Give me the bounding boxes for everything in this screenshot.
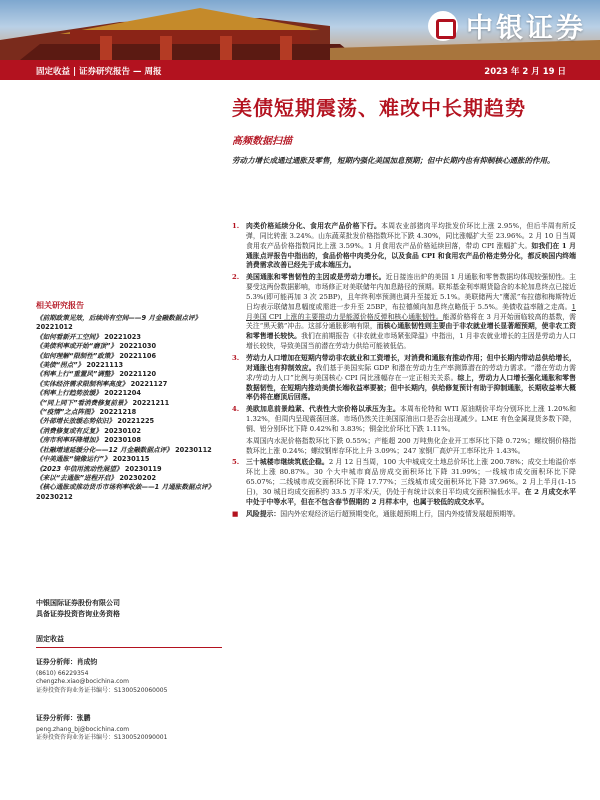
related-report-date: 20230108 bbox=[104, 436, 141, 445]
related-report-title: 《“同上同下”看消费修复前景》 bbox=[36, 398, 131, 407]
point-bullet: 5. bbox=[232, 458, 240, 467]
sector-label: 固定收益 bbox=[36, 634, 222, 648]
analyst-name: 证券分析师：肖成钧 bbox=[36, 658, 98, 666]
header-banner bbox=[0, 0, 600, 60]
point-tail: 在 2 月成交水平中处于中等水平，但在不包含春节假期的 2 月样本中，也属于较低的成交水平。 bbox=[246, 487, 576, 506]
brand-logo-text: 中银证券 bbox=[466, 13, 586, 44]
related-report-item bbox=[36, 361, 222, 370]
related-report-title: 《房市利率环降增加》 bbox=[36, 436, 102, 445]
point-bullet: 4. bbox=[232, 405, 240, 414]
key-points bbox=[232, 222, 576, 521]
related-report-date: 20221023 bbox=[104, 332, 141, 341]
related-report-title: 《来以“去通胀”进程开启》 bbox=[36, 473, 118, 482]
report-summary: 劳动力增长成通过通胀及零售，短期内强化美国加息预期；但中长期内也有抑制核心通胀的作用。 bbox=[232, 156, 555, 165]
title-block bbox=[232, 94, 572, 166]
point-text: 我们在前期报告《非农就业市场紧张降温》中指出，1 月非农就业增长的主因是劳动力人口增长较快，导致美国当前潜在劳动力供给可能被低估。 bbox=[246, 332, 576, 351]
point-lead: 三十城楼市继续筑底企稳。 bbox=[246, 458, 329, 467]
related-report-item bbox=[36, 417, 222, 426]
related-report-date: 20230212 bbox=[36, 492, 73, 501]
related-report-title: 《消费修复或有反复》 bbox=[36, 426, 102, 435]
analyst-name: 证券分析师：张鹏 bbox=[36, 714, 91, 722]
related-report-title: 《美债“拐点”》 bbox=[36, 361, 85, 370]
analyst-1 bbox=[36, 656, 222, 695]
bank-of-china-logo-icon bbox=[428, 11, 458, 41]
related-report-item bbox=[36, 427, 222, 436]
company-qualification: 具备证券投资咨询业务资格 bbox=[36, 610, 120, 618]
related-report-item bbox=[36, 314, 222, 333]
point-text: 本周农业部猪肉平均批发价环比上涨 2.95%，但后半周有所反弹，同比转涨 3.24%。山东蔬菜批发价格指数环比下跌 4.30%，同比涨幅扩大至 23.96%。2 月 10 日当周食用农产品价格指数同比上涨 3.59%。1 月食用农产品价格延续回落，带动 CPI 涨幅扩大。 bbox=[246, 222, 576, 250]
point-text: 国内外宏观经济运行超预期变化，通胀超预期上行，国内外疫情发展超预期等。 bbox=[280, 509, 520, 518]
related-report-date: 20221120 bbox=[119, 370, 157, 379]
related-report-date: 20221218 bbox=[99, 408, 137, 417]
related-report-date: 20230102 bbox=[104, 426, 141, 435]
point-3 bbox=[232, 354, 576, 403]
related-report-title: 《美债利率或开始“磨顶”》 bbox=[36, 342, 118, 351]
related-report-date: 20230119 bbox=[124, 464, 162, 473]
related-report-item bbox=[36, 399, 222, 408]
point-tail: 综上，劳动力人口增长强化通胀和零售数据韧性，在短期内推动美债长端收益率要被；但中长期内，供给修复预计有助于抑制通胀，长期收益率大概率仍将在磨顶后回落。 bbox=[246, 373, 576, 402]
point-1 bbox=[232, 222, 576, 271]
company-info bbox=[36, 598, 222, 620]
point-lead: 肉类价格延续分化、食用农产品价格下行。 bbox=[246, 222, 382, 230]
point-text: 能源价格将在 3 月开始面临较高的基数，需关注“黑天鹅”冲击。这部分通胀影响有限， bbox=[246, 312, 576, 331]
point-lead: 劳动力人口增加在短期内带动非农就业和工资增长，对消费和通胀有推动作用；但中长期内带动总供给增长，对通胀也有抑制效应。 bbox=[246, 353, 576, 372]
analyst-cert: 证券投资咨询业务证书编号：S1300520060005 bbox=[36, 686, 168, 694]
report-type: 固定收益 | 证券研究报告 — 周报 bbox=[36, 67, 162, 77]
related-reports-list bbox=[36, 314, 222, 502]
related-report-title: 《核心通胀或推动货币市场利率收敛——1 月通胀数据点评》 bbox=[36, 483, 215, 492]
related-report-item bbox=[36, 370, 222, 379]
related-report-item bbox=[36, 446, 222, 455]
related-report-title: 《中美通胀“镜像运行”》 bbox=[36, 455, 111, 464]
point-lead: 风险提示： bbox=[246, 509, 281, 518]
related-report-item bbox=[36, 474, 222, 483]
point-lead: 美欧加息前景趋紧、代表性大宗价格以承压为主。 bbox=[246, 405, 400, 414]
related-reports bbox=[36, 300, 222, 502]
related-report-date: 20221127 bbox=[130, 379, 168, 388]
point-4 bbox=[232, 405, 576, 435]
related-report-title: 《外部增长放缓态势依旧》 bbox=[36, 417, 116, 426]
related-report-title: 《2023 年信用流动性展望》 bbox=[36, 464, 123, 473]
analyst-2 bbox=[36, 712, 222, 743]
related-report-date: 20221211 bbox=[132, 398, 170, 407]
related-reports-title: 相关研究报告 bbox=[36, 301, 84, 310]
related-report-date: 20221030 bbox=[119, 342, 157, 351]
related-report-title: 《前期政策见效，后续尚有空间——9 月金融数据点评》 bbox=[36, 314, 202, 322]
point-2 bbox=[232, 273, 576, 352]
related-report-item bbox=[36, 333, 222, 342]
report-info-bar bbox=[0, 60, 600, 80]
related-report-title: 《如何理解“限制性”政策》 bbox=[36, 351, 118, 360]
point-text: 我们基于美国实际 GDP 和潜在劳动力生产率测算潜在的劳动力需求。“潜在劳动力需求/劳动力人口”比例与美国核心 CPI 同比涨幅存在一定正相关关系。 bbox=[246, 363, 576, 382]
analyst-cert: 证券投资咨询业务证书编号：S1300520090001 bbox=[36, 734, 168, 742]
analyst-phone: (8610) 66229354 bbox=[36, 670, 89, 677]
related-report-title: 《“疫情”之点阵图》 bbox=[36, 408, 98, 417]
analyst-email: chengzhe.xiao@bocichina.com bbox=[36, 678, 129, 686]
related-report-date: 20230202 bbox=[119, 473, 157, 482]
point-4b bbox=[232, 437, 576, 457]
report-date: 2023 年 2 月 19 日 bbox=[484, 67, 566, 77]
point-underline: 1 月美国 CPI 上涨的主要推动力是能源价格反弹和核心通胀韧性。 bbox=[246, 302, 576, 321]
related-report-item bbox=[36, 380, 222, 389]
point-5 bbox=[232, 458, 576, 507]
point-tail: 如我们在 1 月通胀点评报告中指出的，食品价格中肉类分化，以及食品 CPI 和食用农产品价格走势分化，都反映国内终端消费需求改善已经先于成本端压力。 bbox=[246, 241, 576, 270]
related-report-item bbox=[36, 465, 222, 474]
related-report-date: 20230112 bbox=[175, 445, 212, 454]
point-bullet: 1. bbox=[232, 222, 240, 230]
report-subtitle: 高频数据扫描 bbox=[232, 136, 292, 147]
related-report-item bbox=[36, 342, 222, 351]
related-report-title: 《实体经济需求限制利率高度》 bbox=[36, 379, 129, 388]
related-report-date: 20221204 bbox=[104, 389, 141, 398]
point-text: 近日接连出炉的美国 1 月通胀和零售数据均体现较强韧性。主要受这两份数据影响，市场修正对美联储年内加息路径的预期。联邦基金利率期货隐含的本轮加息终点已接近 5.3%(即可能再加 3 次 25BP)，且年终利率预测也调升至接近 5.1%。美联储两大“鹰派”布拉德和梅斯特近日均表示联储加息幅度或需进一步升至 25BP，布拉德倾向加息终点略低于 5.5%。美债收益率随之走高。 bbox=[246, 273, 576, 311]
related-report-title: 《社融增速延缓分化——12 月金融数据点评》 bbox=[36, 445, 173, 454]
related-report-date: 20230115 bbox=[112, 455, 150, 464]
point-bullet: 2. bbox=[232, 273, 240, 282]
related-report-item bbox=[36, 436, 222, 445]
related-report-item bbox=[36, 352, 222, 361]
point-bullet: 3. bbox=[232, 353, 240, 362]
related-report-title: 《如何看新开工空间》 bbox=[36, 332, 102, 341]
related-report-item bbox=[36, 389, 222, 398]
point-text: 本周布伦特和 WTI 原油期价平均分别环比上涨 1.20%和 1.32%，但周内呈现震荡回落。市场仍然关注美国原油出口是否会出现减少。LME 有色金属现货多数下降，铜、铝分别环比下降 0.42%和 3.83%；铜金比价环比下跌 1.11%。 bbox=[246, 405, 576, 433]
company-name: 中银国际证券股份有限公司 bbox=[36, 599, 120, 607]
related-report-item bbox=[36, 483, 222, 502]
related-report-item bbox=[36, 455, 222, 464]
point-lead: 美国通胀和零售韧性的主因或是劳动力增长。 bbox=[246, 273, 386, 282]
point-bold-text: 而核心通胀韧性则主要由于非农就业增长显著超预期，使非农工资和零售增长较快。 bbox=[246, 322, 576, 341]
related-report-date: 20221113 bbox=[86, 361, 124, 370]
related-report-item bbox=[36, 408, 222, 417]
analyst-email: peng.zhang_bj@bocichina.com bbox=[36, 726, 130, 733]
related-report-date: 20221012 bbox=[36, 323, 73, 332]
related-report-date: 20221225 bbox=[117, 417, 155, 426]
point-text: 2 月 12 日当周，100 大中城成交土地总价环比上涨 200.78%；成交土地溢价率环比上涨 80.87%。30 个大中城市商品房成交面积环比下降 31.99%；一线城市成交面积环比下降 65.07%；二线城市成交面积环比下降 17.77%；三线城市成交面积环比下降 37.96%。2 月上半月(1-15 日)，30 城日均成交面积约 33.5 万平米/天，仍处于有统计以来日平均成交面积偏低水平。 bbox=[246, 458, 576, 496]
report-title: 美债短期震荡、难改中长期趋势 bbox=[232, 96, 526, 120]
point-bullet: ■ bbox=[232, 509, 239, 518]
related-report-date: 20221106 bbox=[119, 351, 157, 360]
point-text: 本周国内水泥价格指数环比下跌 0.55%；产能超 200 万吨焦化企业开工率环比下降 0.72%；螺纹钢价格指数环比上涨 0.24%；螺纹钢库存环比上升 3.09%；247 家钢厂高炉开工率环比升 1.43%。 bbox=[246, 436, 576, 455]
risk-warning bbox=[232, 510, 576, 520]
related-report-title: 《利率上行趋势放缓》 bbox=[36, 389, 102, 398]
related-report-title: 《利率上行“重置风”调整》 bbox=[36, 370, 118, 379]
